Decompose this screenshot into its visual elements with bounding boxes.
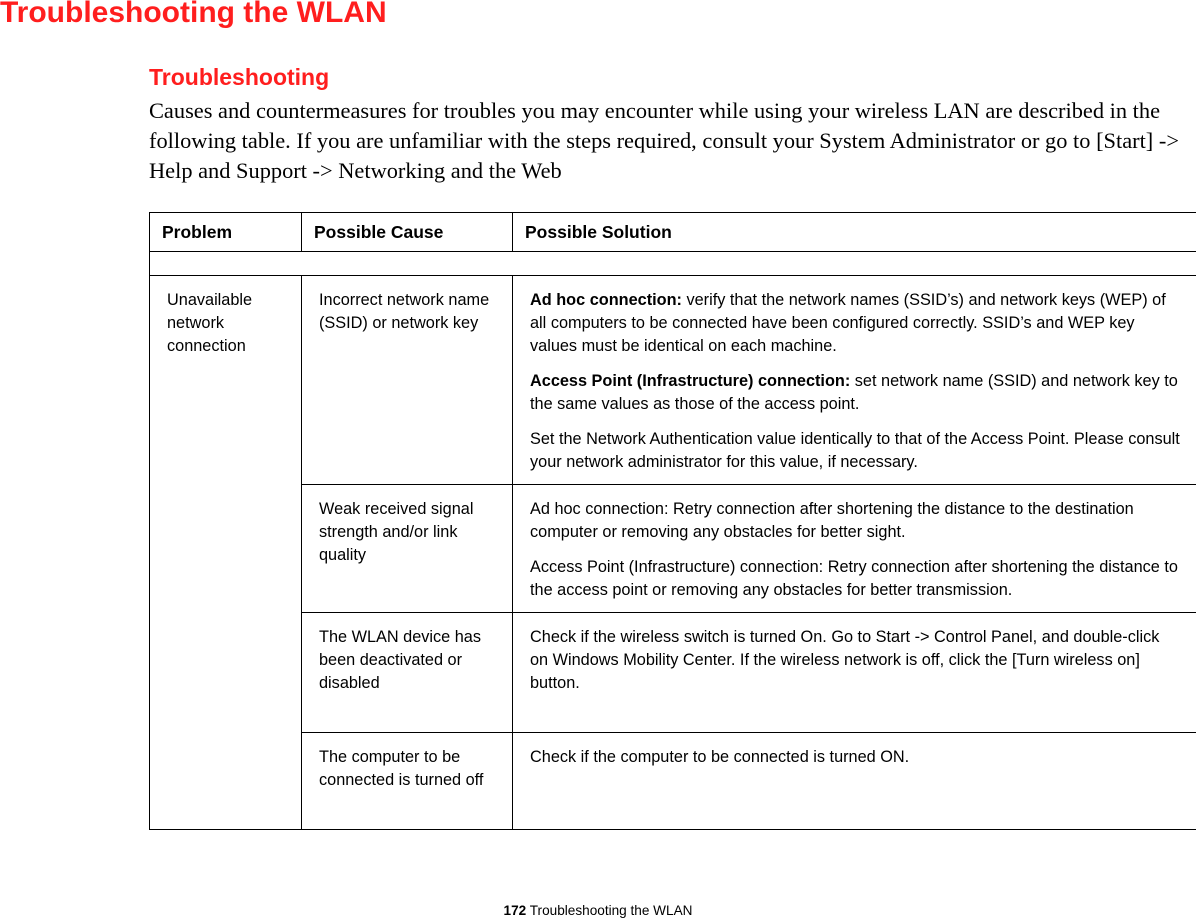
solution-cell [513, 613, 1196, 733]
header-separator [150, 252, 1196, 276]
solution-paragraph: Ad hoc connection: verify that the network names (SSID’s) and network keys (WEP) of all computers to be connected have been configured correctly. SSID’s and WEP key values must be identical on each machine. [530, 291, 1166, 355]
intro-paragraph: Causes and countermeasures for troubles you may encounter while using your wireless LAN are described in the following table. If you are unfamiliar with the steps required, consult your System Administrator or go to [Start] -> Help and Support -> Networking and the Web [149, 98, 1179, 183]
solution-paragraph: Ad hoc connection: Retry connection after shortening the distance to the destination computer or removing any obstacles for better sight. [530, 500, 1134, 541]
solution-paragraph: Access Point (Infrastructure) connection: Retry connection after shortening the distance to the access point or removing any obstacles for better transmission. [530, 558, 1178, 599]
cause-cell: Incorrect network name (SSID) or network key [302, 276, 513, 485]
cause-cell: The WLAN device has been deactivated or disabled [302, 613, 513, 733]
page-number: 172 [503, 903, 527, 918]
page-title: Troubleshooting the WLAN [0, 0, 387, 29]
solution-cell [513, 485, 1196, 613]
table-row [150, 733, 1196, 830]
solution-cell [513, 276, 1196, 485]
section-title: Troubleshooting [149, 64, 330, 90]
header-problem: Problem [150, 213, 302, 252]
cause-cell: The computer to be connected is turned off [302, 733, 513, 830]
table-row [150, 613, 1196, 733]
footer-label: Troubleshooting the WLAN [526, 903, 693, 918]
page-footer [0, 903, 1196, 918]
solution-paragraph: Check if the wireless switch is turned On. Go to Start -> Control Panel, and double-click on Windows Mobility Center. If the wireless network is off, click the [Turn wireless on] button. [530, 628, 1160, 692]
solution-paragraph: Check if the computer to be connected is turned ON. [530, 748, 910, 766]
solution-cell [513, 733, 1196, 830]
solution-paragraph: Access Point (Infrastructure) connection: set network name (SSID) and network key to the same values as those of the access point. [530, 372, 1178, 413]
table-row [150, 485, 1196, 613]
cause-cell: Weak received signal strength and/or link quality [302, 485, 513, 613]
problem-cell: Unavailable network connection [150, 276, 302, 830]
header-possible-cause: Possible Cause [302, 213, 513, 252]
troubleshooting-table [149, 212, 1196, 830]
table-row [150, 276, 1196, 485]
table-header-row [150, 213, 1196, 252]
solution-paragraph: Set the Network Authentication value identically to that of the Access Point. Please consult your network administrator for this value, if necessary. [530, 430, 1180, 471]
header-possible-solution: Possible Solution [513, 213, 1196, 252]
